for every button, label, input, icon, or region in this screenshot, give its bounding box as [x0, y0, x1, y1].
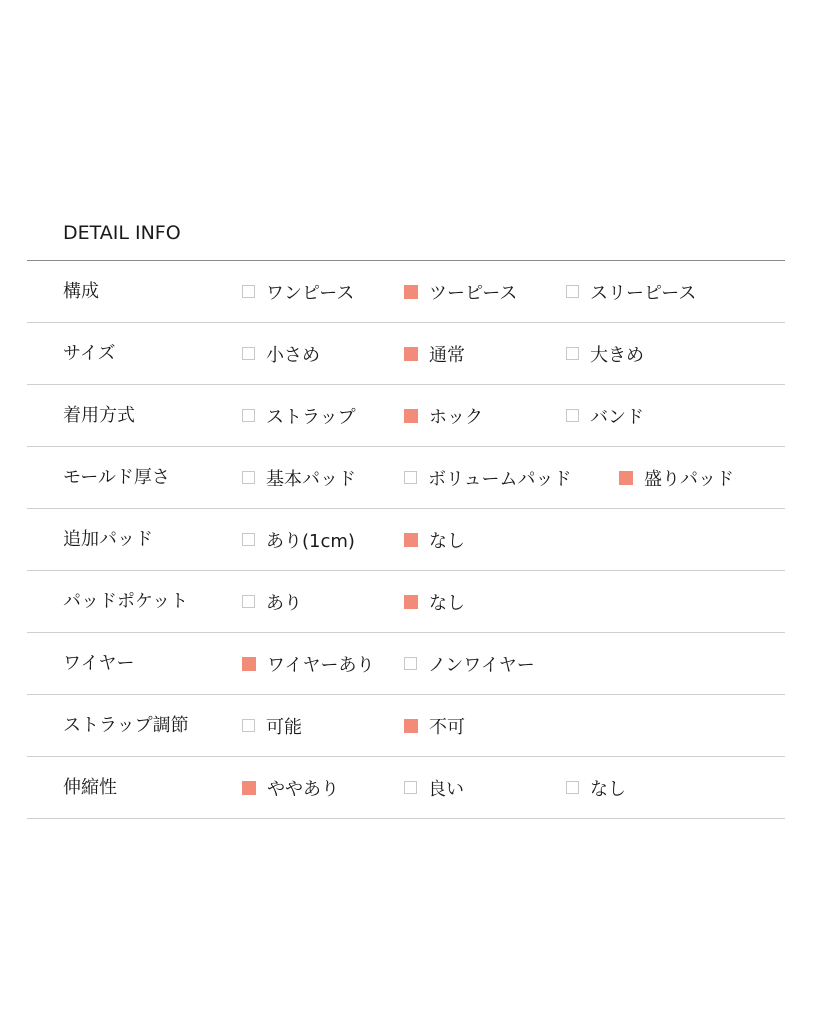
option-label: スリーピース	[590, 282, 697, 304]
checked-checkbox-icon	[404, 347, 418, 361]
detail-info-table	[27, 260, 785, 819]
checked-checkbox-icon	[242, 781, 256, 795]
checked-checkbox-icon	[404, 285, 418, 299]
checkbox-icon	[404, 471, 417, 484]
option-label: ややあり	[267, 778, 339, 800]
option-item	[404, 323, 465, 384]
table-row-size	[27, 323, 785, 385]
checked-checkbox-icon	[619, 471, 633, 485]
option-item	[242, 385, 356, 446]
checked-checkbox-icon	[242, 657, 256, 671]
checkbox-icon	[404, 781, 417, 794]
option-label: 基本パッド	[266, 468, 356, 490]
option-item	[242, 509, 355, 570]
option-label: ボリュームパッド	[428, 468, 572, 490]
row-label: 構成	[63, 281, 99, 302]
option-item	[242, 757, 339, 818]
table-row-composition	[27, 261, 785, 323]
row-label: 着用方式	[63, 405, 135, 426]
checkbox-icon	[566, 285, 579, 298]
option-label: バンド	[590, 406, 644, 428]
option-label: ツーピース	[429, 282, 518, 304]
checkbox-icon	[566, 409, 579, 422]
option-item	[242, 261, 354, 322]
checkbox-icon	[242, 719, 255, 732]
option-label: ワンピース	[266, 282, 355, 304]
checkbox-icon	[242, 347, 255, 360]
table-row-fastening	[27, 385, 785, 447]
option-item	[566, 323, 644, 384]
checked-checkbox-icon	[404, 409, 418, 423]
option-label: ワイヤーあり	[267, 654, 375, 676]
table-row-strap-adjust	[27, 695, 785, 757]
row-label: ストラップ調節	[63, 715, 189, 736]
option-label: 良い	[428, 778, 464, 800]
option-label: 可能	[266, 716, 302, 738]
checkbox-icon	[404, 657, 417, 670]
option-item	[566, 261, 696, 322]
row-label: モールド厚さ	[63, 467, 170, 488]
option-label: 不可	[429, 716, 465, 738]
option-item	[242, 323, 320, 384]
option-label: 盛りパッド	[644, 468, 734, 490]
checkbox-icon	[242, 471, 255, 484]
page-title: DETAIL INFO	[63, 222, 181, 244]
row-label: サイズ	[63, 343, 116, 364]
option-item	[242, 571, 302, 632]
checkbox-icon	[242, 595, 255, 608]
option-label: あり(1cm)	[266, 530, 355, 552]
checked-checkbox-icon	[404, 595, 418, 609]
option-item	[404, 447, 571, 508]
table-row-extra-pad	[27, 509, 785, 571]
checkbox-icon	[566, 781, 579, 794]
option-item	[404, 757, 464, 818]
option-item	[404, 261, 517, 322]
option-item	[242, 633, 374, 694]
table-row-pad-pocket	[27, 571, 785, 633]
option-label: ノンワイヤー	[428, 654, 535, 676]
option-label: あり	[266, 592, 302, 614]
option-item	[404, 695, 465, 756]
option-label: ストラップ	[266, 406, 356, 428]
option-label: ホック	[429, 406, 483, 428]
option-label: 小さめ	[266, 344, 320, 366]
row-label: パッドポケット	[63, 591, 189, 612]
row-label: 追加パッド	[63, 529, 153, 550]
option-item	[566, 385, 644, 446]
checkbox-icon	[566, 347, 579, 360]
checkbox-icon	[242, 409, 255, 422]
option-item	[619, 447, 734, 508]
checked-checkbox-icon	[404, 533, 418, 547]
option-item	[404, 509, 465, 570]
option-item	[566, 757, 626, 818]
option-item	[242, 447, 356, 508]
option-label: なし	[590, 778, 626, 800]
option-label: なし	[429, 530, 465, 552]
table-row-mold-thickness	[27, 447, 785, 509]
option-item	[242, 695, 302, 756]
option-label: 通常	[429, 344, 465, 366]
row-label: 伸縮性	[63, 777, 117, 798]
checked-checkbox-icon	[404, 719, 418, 733]
option-label: なし	[429, 592, 465, 614]
table-row-stretch	[27, 757, 785, 819]
option-item	[404, 571, 465, 632]
checkbox-icon	[242, 533, 255, 546]
option-item	[404, 633, 535, 694]
checkbox-icon	[242, 285, 255, 298]
option-item	[404, 385, 483, 446]
option-label: 大きめ	[590, 344, 644, 366]
row-label: ワイヤー	[63, 653, 135, 674]
table-row-wire	[27, 633, 785, 695]
